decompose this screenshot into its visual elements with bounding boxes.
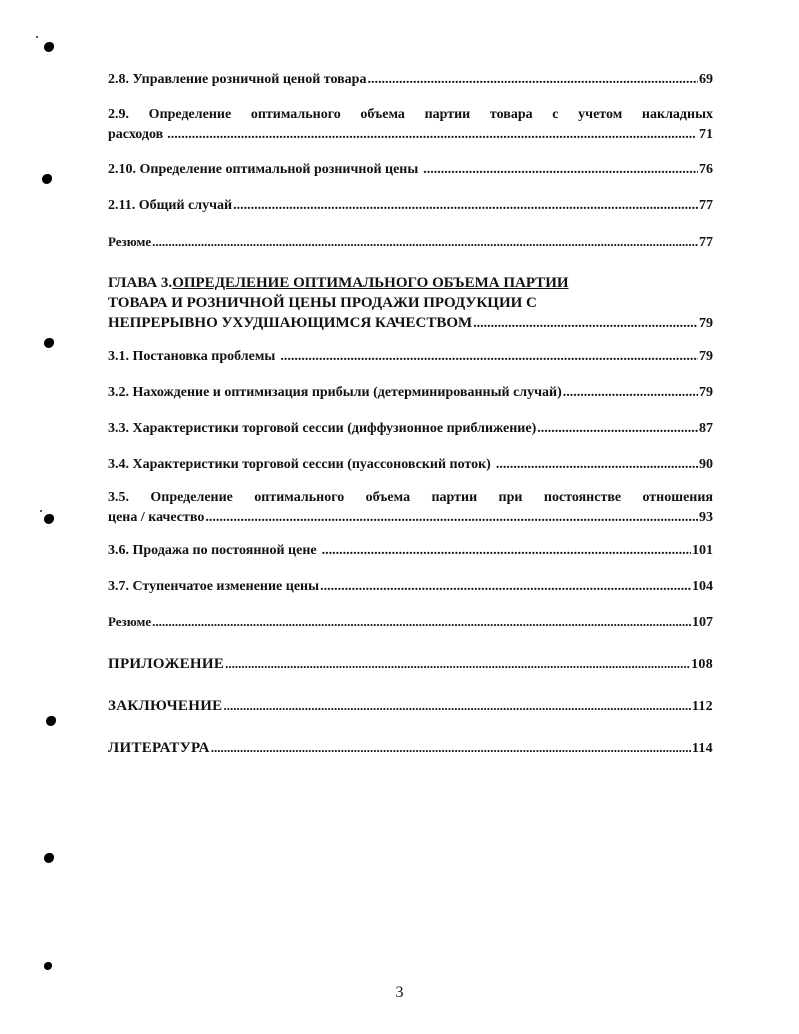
- dot-leader: [152, 232, 698, 252]
- toc-entry-resume-2[interactable]: [108, 232, 713, 253]
- dot-leader: [563, 383, 698, 403]
- chapter-title-line2: ТОВАРА И РОЗНИЧНОЙ ЦЕНЫ ПРОДАЖИ ПРОДУКЦИИ С: [108, 295, 537, 311]
- toc-entry-title: 3.7. Ступенчатое изменение цены: [108, 579, 320, 594]
- toc-page-number: 87: [699, 421, 713, 436]
- scan-speck: [40, 510, 42, 512]
- toc-entry-2-10[interactable]: [108, 160, 713, 180]
- toc-entry-title: Резюме: [108, 234, 152, 249]
- toc-page-number: 112: [691, 699, 713, 714]
- toc-entry-title: Резюме: [108, 614, 152, 629]
- toc-entry-title: 3.2. Нахождение и оптимизация прибыли (детерминированный случай): [108, 385, 562, 400]
- dot-leader: [423, 160, 698, 180]
- binding-hole-mark: [44, 338, 54, 348]
- binding-hole-mark: [44, 962, 52, 970]
- dot-leader: [537, 419, 698, 439]
- toc-page-number: 69: [699, 72, 713, 87]
- dot-leader: [367, 70, 698, 90]
- toc-entry-title: ЛИТЕРАТУРА: [108, 740, 210, 756]
- toc-page-number: 77: [699, 235, 713, 250]
- toc-page-number: 76: [699, 162, 713, 177]
- toc-entry-title: 3.4. Характеристики торговой сессии (пуассоновский поток): [108, 457, 491, 472]
- chapter-title-line3: НЕПРЕРЫВНО УХУДШАЮЩИМСЯ КАЧЕСТВОМ: [108, 315, 473, 331]
- toc-entry-appendix[interactable]: [108, 654, 713, 675]
- dot-leader: [280, 347, 698, 367]
- toc-entry-title-line2: цена / качество: [108, 510, 205, 525]
- dot-leader: [496, 455, 698, 475]
- toc-page-number: 79: [699, 385, 713, 400]
- toc-page-number: 114: [691, 741, 713, 756]
- toc-page-number: 101: [692, 543, 713, 558]
- toc-page-number: 108: [691, 657, 713, 672]
- binding-hole-mark: [46, 716, 56, 726]
- toc-entry-3-1[interactable]: [108, 347, 713, 367]
- binding-hole-mark: [44, 42, 54, 52]
- toc-entry-title: 3.6. Продажа по постоянной цене: [108, 543, 317, 558]
- toc-entry-title: ЗАКЛЮЧЕНИЕ: [108, 698, 223, 714]
- toc-page-number: 79: [699, 316, 713, 331]
- dot-leader: [205, 508, 698, 528]
- toc-page-number: 77: [699, 198, 713, 213]
- dot-leader: [167, 125, 695, 145]
- toc-page-number: 104: [692, 579, 713, 594]
- dot-leader: [152, 612, 691, 632]
- toc-entry-title: 3.1. Постановка проблемы: [108, 349, 276, 364]
- toc-entry-title: 2.11. Общий случай: [108, 198, 233, 213]
- toc-entry-3-3[interactable]: [108, 419, 713, 439]
- toc-entry-title-line1: 2.9. Определение оптимального объема партии товара с учетом накладных: [108, 107, 713, 122]
- toc-entry-3-7[interactable]: [108, 577, 713, 597]
- dot-leader: [320, 577, 691, 597]
- toc-entry-title: 2.8. Управление розничной ценой товара: [108, 72, 367, 87]
- chapter-prefix: ГЛАВА 3.: [108, 275, 173, 291]
- binding-hole-mark: [44, 514, 54, 524]
- binding-hole-mark: [42, 174, 52, 184]
- toc-entry-3-5[interactable]: [108, 488, 713, 528]
- dot-leader: [211, 738, 691, 758]
- toc-entry-title-line2: расходов: [108, 127, 164, 142]
- page-number: 3: [395, 984, 404, 1001]
- toc-page-number: 90: [699, 457, 713, 472]
- toc-entry-2-9[interactable]: [108, 105, 713, 145]
- toc-entry-resume-3[interactable]: [108, 612, 713, 633]
- toc-entry-title: 3.3. Характеристики торговой сессии (диффузионное приближение): [108, 421, 537, 436]
- toc-page-number: 107: [692, 615, 713, 630]
- dot-leader: [233, 196, 698, 216]
- toc-entry-title: ПРИЛОЖЕНИЕ: [108, 656, 225, 672]
- toc-page-number: 71: [699, 127, 713, 142]
- toc-page-number: 79: [699, 349, 713, 364]
- dot-leader: [473, 314, 698, 334]
- dot-leader: [223, 696, 690, 716]
- toc-entry-title: 2.10. Определение оптимальной розничной цены: [108, 162, 419, 177]
- toc-page-number: 93: [699, 510, 713, 525]
- toc-entry-3-4[interactable]: [108, 455, 713, 475]
- binding-hole-mark: [44, 853, 54, 863]
- toc-entry-3-6[interactable]: [108, 541, 713, 561]
- toc-entry-title-line1: 3.5. Определение оптимального объема партии при постоянстве отношения: [108, 490, 713, 505]
- toc-entry-conclusion[interactable]: [108, 696, 713, 717]
- dot-leader: [225, 654, 690, 674]
- toc-entry-2-11[interactable]: [108, 196, 713, 216]
- chapter-title-line1: [108, 273, 713, 293]
- dot-leader: [322, 541, 691, 561]
- toc-chapter-3[interactable]: [108, 273, 713, 334]
- toc-entry-2-8[interactable]: [108, 70, 713, 90]
- chapter-title-part: ОПРЕДЕЛЕНИЕ ОПТИМАЛЬНОГО ОБЪЕМА ПАРТИИ: [172, 275, 569, 291]
- scan-speck: [36, 36, 38, 38]
- toc-entry-3-2[interactable]: [108, 383, 713, 403]
- toc-entry-references[interactable]: [108, 738, 713, 759]
